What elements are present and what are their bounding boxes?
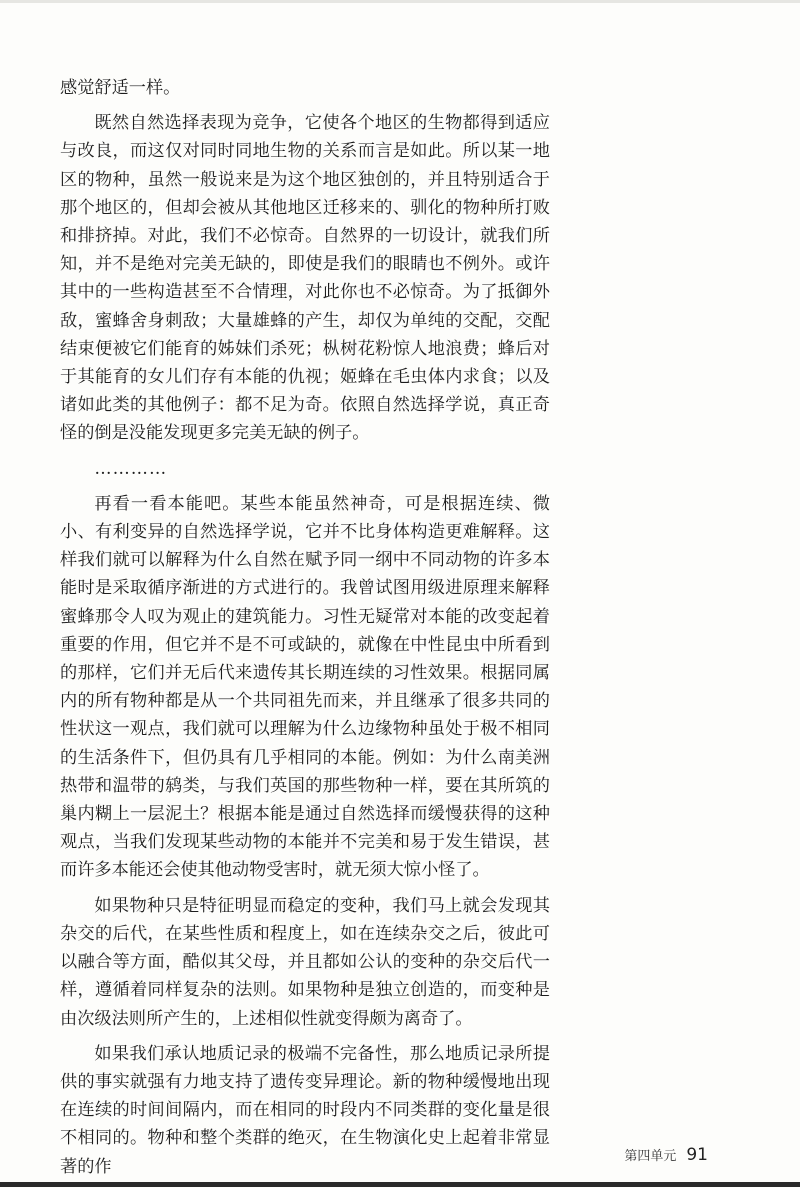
page-number: 91 [686,1145,708,1165]
paragraph-geological-record: 如果我们承认地质记录的极端不完备性，那么地质记录所提供的事实就强有力地支持了遗传变异理论。新的物种缓慢地出现在连续的时间间隔内，而在相同的时段内不同类群的变化量是很不相同的。物种和整个类群的绝灭，在生物演化史上起着非常显著的作 [60,1043,550,1177]
scan-bottom-edge [0,1182,800,1187]
paragraph-continuation: 感觉舒适一样。 [60,78,181,98]
unit-label: 第四单元 [624,1149,677,1164]
paragraph-instinct: 再看一看本能吧。某些本能虽然神奇，可是根据连续、微小、有利变异的自然选择学说，它并不比身体构造更难解释。这样我们就可以解释为什么自然在赋予同一纲中不同动物的许多本能时是采取循序渐进的方式进行的。我曾试图用级进原理来解释蜜蜂那令人叹为观止的建筑能力。习性无疑常对本能的改变起着重要的作用，但它并不是不可或缺的，就像在中性昆虫中所看到的那样，它们并无后代来遗传其长期连续的习性效果。根据同属内的所有物种都是从一个共同祖先而来，并且继承了很多共同的性状这一观点，我们就可以理解为什么边缘物种虽处于极不相同的生活条件下，但仍具有几乎相同的本能。例如：为什么南美洲热带和温带的鸫类，与我们英国的那些物种一样，要在其所筑的巢内糊上一层泥土？根据本能是通过自然选择而缓慢获得的这种观点，当我们发现某些动物的本能并不完美和易于发生错误，甚而许多本能还会使其他动物受害时，就无须大惊小怪了。 [60,493,550,881]
body-text [60,74,550,1188]
paragraph-natural-selection-competition: 既然自然选择表现为竞争，它使各个地区的生物都得到适应与改良，而这仅对同时同地生物的关系而言是如此。所以某一地区的物种，虽然一般说来是为这个地区独创的，并且特别适合于那个地区的，但却会被从其他地区迁移来的、驯化的物种所打败和排挤掉。对此，我们不必惊奇。自然界的一切设计，就我们所知，并不是绝对完美无缺的，即使是我们的眼睛也不例外。或许其中的一些构造甚至不合情理，对此你也不必惊奇。为了抵御外敌，蜜蜂舍身刺敌；大量雄蜂的产生，却仅为单纯的交配，交配结束便被它们能育的姊妹们杀死；枞树花粉惊人地浪费；蜂后对于其能育的女儿们存有本能的仇视；姬蜂在毛虫体内求食；以及诸如此类的其他例子：都不足为奇。依照自然选择学说，真正奇怪的倒是没能发现更多完美无缺的例子。 [60,113,550,444]
scan-top-shadow [0,0,800,3]
omission-ellipsis: ………… [94,458,168,479]
paragraph-hybrid-offspring: 如果物种只是特征明显而稳定的变种，我们马上就会发现其杂交的后代，在某些性质和程度上，如在连续杂交之后，彼此可以融合等方面，酷似其父母，并且都如公认的变种的杂交后代一样，遵循着同样复杂的法则。如果物种是独立创造的，而变种是由次级法则所产生的，上述相似性就变得颇为离奇了。 [60,895,550,1029]
page-footer [624,1145,708,1165]
